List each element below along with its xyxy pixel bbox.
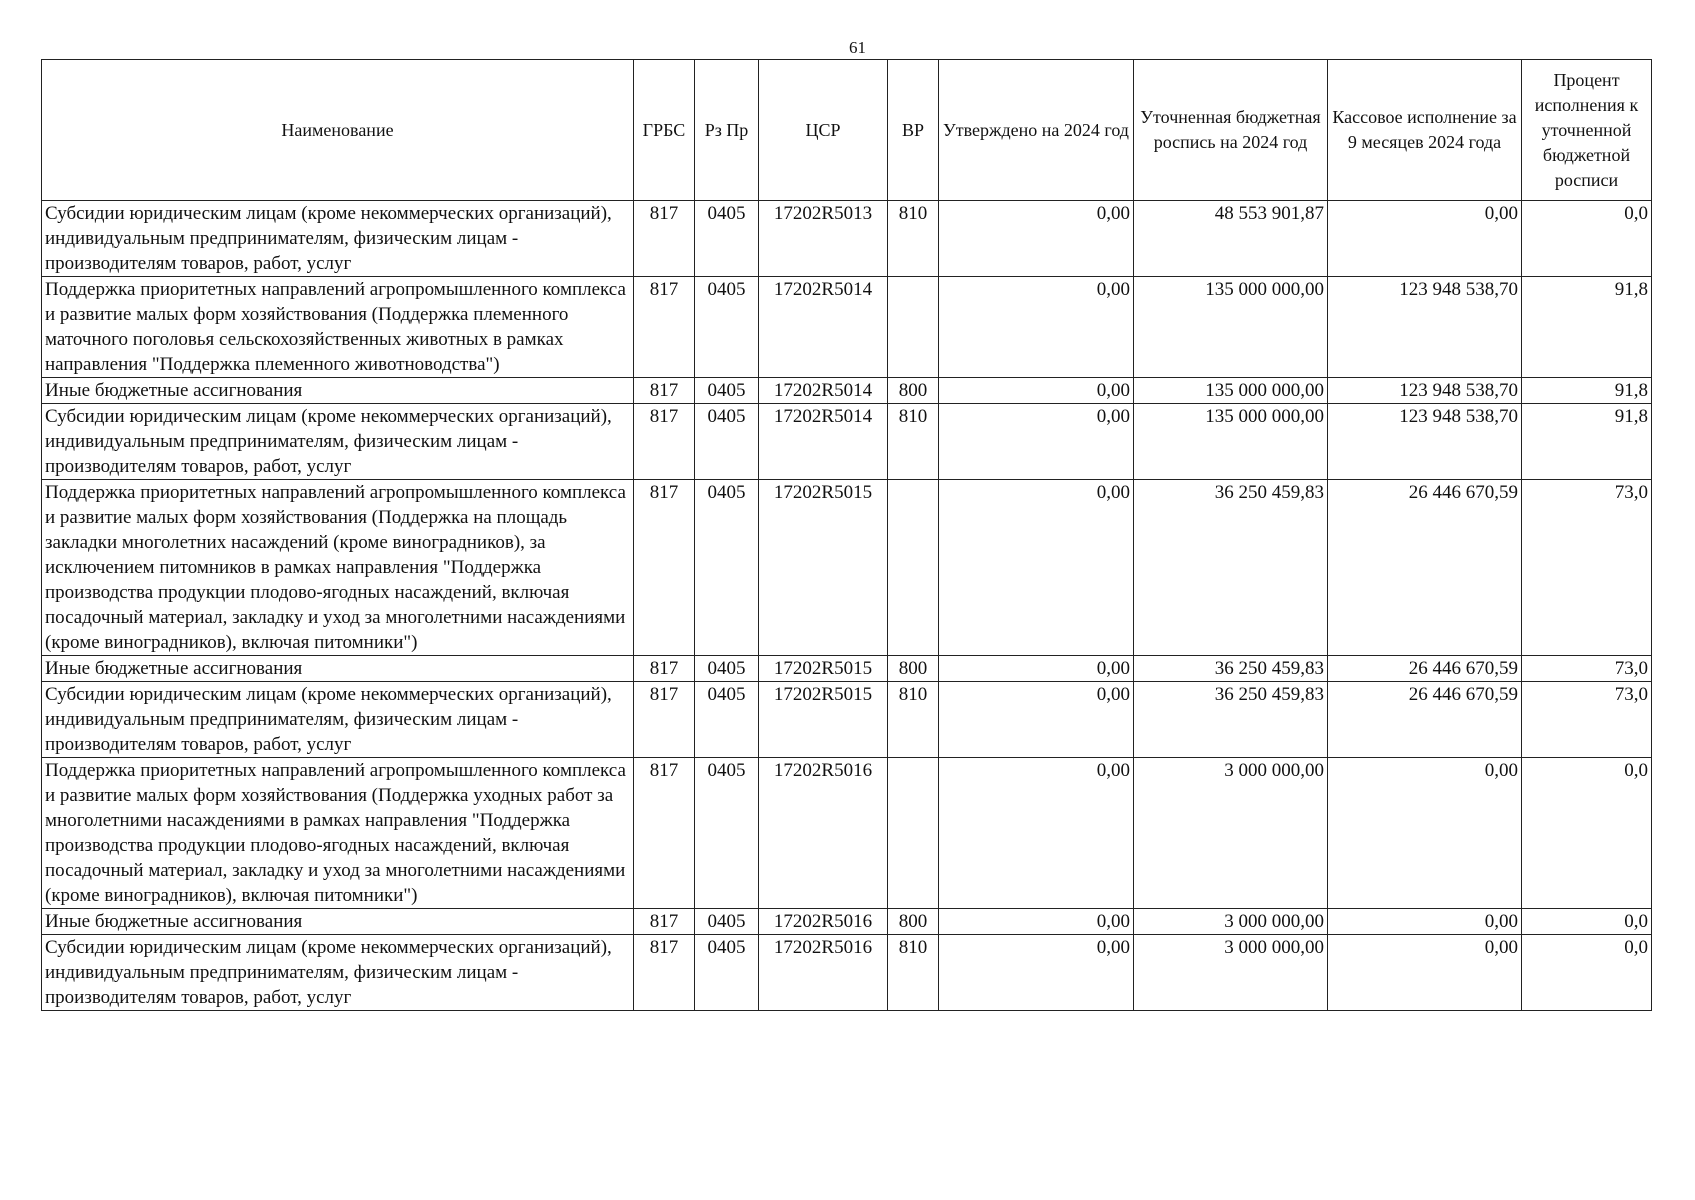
table-row [42,682,1652,758]
cell-name: Поддержка приоритетных направлений агропромышленного комплекса и развитие малых форм хозяйствования (Поддержка уходных работ за многолетними насаждениями в рамках направления "Поддержка производства продукции плодово-ягодных насаждений, включая посадочный материал, закладку и уход за многолетними насаждениями (кроме виноградников), включая питомники") [42,758,634,909]
cell-rzpr: 0405 [695,404,759,480]
cell-vr: 800 [888,909,939,935]
cell-percent: 73,0 [1522,480,1652,656]
cell-vr [888,480,939,656]
cell-approved: 0,00 [939,758,1134,909]
cell-percent: 0,0 [1522,935,1652,1011]
header-approved: Утверждено на 2024 год [939,60,1134,201]
cell-csr: 17202R5014 [759,404,888,480]
header-refined: Уточненная бюджетная роспись на 2024 год [1134,60,1328,201]
cell-grbs: 817 [634,404,695,480]
cell-vr: 810 [888,935,939,1011]
cell-grbs: 817 [634,201,695,277]
cell-approved: 0,00 [939,277,1134,378]
cell-refined: 48 553 901,87 [1134,201,1328,277]
cell-csr: 17202R5016 [759,935,888,1011]
cell-refined: 135 000 000,00 [1134,277,1328,378]
cell-percent: 73,0 [1522,682,1652,758]
page-number [0,38,1695,58]
cell-approved: 0,00 [939,480,1134,656]
cell-cash: 0,00 [1328,935,1522,1011]
cell-rzpr: 0405 [695,758,759,909]
cell-refined: 36 250 459,83 [1134,656,1328,682]
cell-rzpr: 0405 [695,656,759,682]
cell-name: Иные бюджетные ассигнования [42,656,634,682]
table-row [42,758,1652,909]
cell-grbs: 817 [634,656,695,682]
cell-grbs: 817 [634,682,695,758]
header-cash: Кассовое исполнение за 9 месяцев 2024 года [1328,60,1522,201]
table-row [42,277,1652,378]
table-row [42,404,1652,480]
cell-csr: 17202R5014 [759,277,888,378]
cell-approved: 0,00 [939,682,1134,758]
cell-percent: 91,8 [1522,378,1652,404]
cell-rzpr: 0405 [695,378,759,404]
header-name: Наименование [42,60,634,201]
cell-name: Поддержка приоритетных направлений агропромышленного комплекса и развитие малых форм хозяйствования (Поддержка племенного маточного поголовья сельскохозяйственных животных в рамках направления "Поддержка племенного животноводства") [42,277,634,378]
table-row [42,935,1652,1011]
cell-vr: 800 [888,656,939,682]
cell-csr: 17202R5015 [759,656,888,682]
cell-vr: 810 [888,201,939,277]
cell-name: Поддержка приоритетных направлений агропромышленного комплекса и развитие малых форм хозяйствования (Поддержка на площадь закладки многолетних насаждений (кроме виноградников), за исключением питомников в рамках направления "Поддержка производства продукции плодово-ягодных насаждений, включая посадочный материал, закладку и уход за многолетними насаждениями (кроме виноградников), включая питомники") [42,480,634,656]
cell-approved: 0,00 [939,656,1134,682]
header-vr: ВР [888,60,939,201]
cell-percent: 0,0 [1522,909,1652,935]
cell-rzpr: 0405 [695,480,759,656]
cell-vr: 810 [888,682,939,758]
cell-csr: 17202R5015 [759,682,888,758]
cell-approved: 0,00 [939,378,1134,404]
cell-grbs: 817 [634,378,695,404]
cell-percent: 0,0 [1522,201,1652,277]
header-csr: ЦСР [759,60,888,201]
cell-csr: 17202R5013 [759,201,888,277]
cell-rzpr: 0405 [695,909,759,935]
cell-approved: 0,00 [939,935,1134,1011]
cell-vr: 800 [888,378,939,404]
cell-percent: 73,0 [1522,656,1652,682]
table-body [42,201,1652,1011]
page-number-text: 61 [849,38,866,57]
cell-cash: 0,00 [1328,201,1522,277]
cell-csr: 17202R5016 [759,909,888,935]
cell-name: Иные бюджетные ассигнования [42,378,634,404]
table-header-row [42,60,1652,201]
cell-vr [888,277,939,378]
cell-refined: 36 250 459,83 [1134,682,1328,758]
budget-table [41,59,1652,1011]
cell-cash: 123 948 538,70 [1328,378,1522,404]
header-rzpr: Рз Пр [695,60,759,201]
table-row [42,201,1652,277]
cell-percent: 91,8 [1522,404,1652,480]
cell-approved: 0,00 [939,404,1134,480]
table-row [42,656,1652,682]
cell-grbs: 817 [634,935,695,1011]
cell-rzpr: 0405 [695,277,759,378]
cell-approved: 0,00 [939,201,1134,277]
cell-approved: 0,00 [939,909,1134,935]
table-row [42,480,1652,656]
cell-percent: 91,8 [1522,277,1652,378]
cell-name: Субсидии юридическим лицам (кроме некоммерческих организаций), индивидуальным предпринимателям, физическим лицам - производителям товаров, работ, услуг [42,404,634,480]
cell-rzpr: 0405 [695,935,759,1011]
cell-cash: 123 948 538,70 [1328,404,1522,480]
cell-refined: 3 000 000,00 [1134,758,1328,909]
cell-grbs: 817 [634,909,695,935]
cell-csr: 17202R5015 [759,480,888,656]
cell-csr: 17202R5014 [759,378,888,404]
header-grbs: ГРБС [634,60,695,201]
cell-refined: 135 000 000,00 [1134,378,1328,404]
cell-cash: 0,00 [1328,758,1522,909]
table-row [42,378,1652,404]
cell-refined: 3 000 000,00 [1134,909,1328,935]
cell-name: Иные бюджетные ассигнования [42,909,634,935]
cell-name: Субсидии юридическим лицам (кроме некоммерческих организаций), индивидуальным предпринимателям, физическим лицам - производителям товаров, работ, услуг [42,935,634,1011]
header-percent: Процент исполнения к уточненной бюджетной росписи [1522,60,1652,201]
cell-cash: 26 446 670,59 [1328,656,1522,682]
cell-cash: 26 446 670,59 [1328,480,1522,656]
cell-vr: 810 [888,404,939,480]
cell-grbs: 817 [634,758,695,909]
cell-name: Субсидии юридическим лицам (кроме некоммерческих организаций), индивидуальным предпринимателям, физическим лицам - производителям товаров, работ, услуг [42,201,634,277]
cell-grbs: 817 [634,277,695,378]
cell-refined: 135 000 000,00 [1134,404,1328,480]
cell-rzpr: 0405 [695,682,759,758]
cell-cash: 26 446 670,59 [1328,682,1522,758]
table-row [42,909,1652,935]
cell-cash: 123 948 538,70 [1328,277,1522,378]
cell-refined: 3 000 000,00 [1134,935,1328,1011]
cell-grbs: 817 [634,480,695,656]
cell-name: Субсидии юридическим лицам (кроме некоммерческих организаций), индивидуальным предпринимателям, физическим лицам - производителям товаров, работ, услуг [42,682,634,758]
cell-refined: 36 250 459,83 [1134,480,1328,656]
cell-percent: 0,0 [1522,758,1652,909]
cell-csr: 17202R5016 [759,758,888,909]
cell-vr [888,758,939,909]
cell-rzpr: 0405 [695,201,759,277]
cell-cash: 0,00 [1328,909,1522,935]
